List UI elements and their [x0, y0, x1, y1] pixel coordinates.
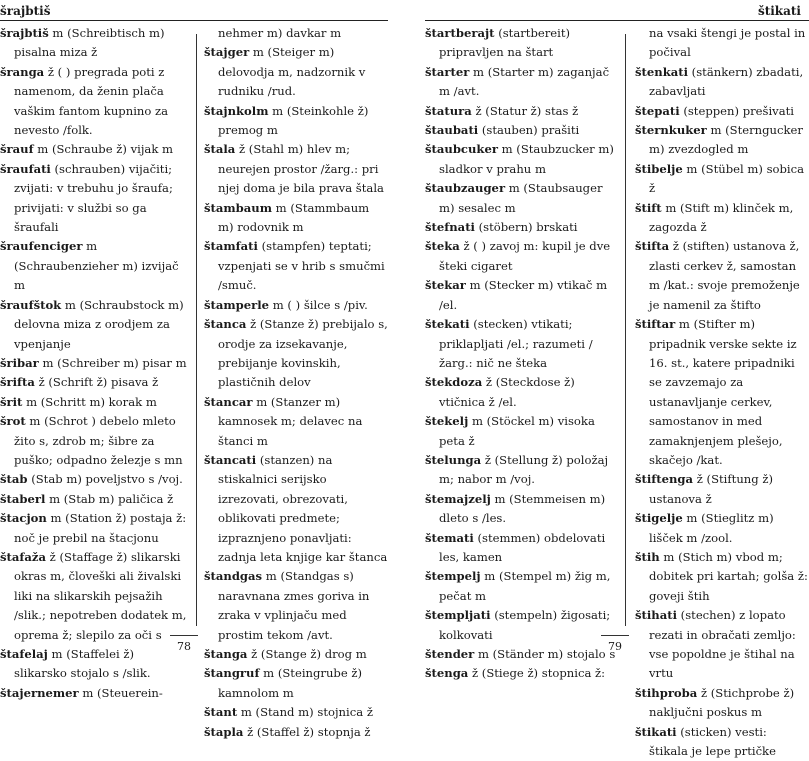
headword: štamfati [204, 239, 258, 254]
headword: štancar [204, 394, 253, 409]
dictionary-entry [204, 140, 388, 198]
definition: m (Stammbaum m) rodovnik m [218, 200, 370, 235]
headword: štaubzauger [425, 181, 506, 196]
dictionary-entry [0, 548, 190, 645]
definition: ž ( ) zavoj m: kupil je dve šteki cigaret [439, 239, 611, 273]
definition: ž (Schrift ž) pisava ž [34, 375, 159, 390]
dictionary-entry [425, 102, 621, 121]
headword: štifta [635, 239, 670, 254]
headword: šrot [0, 414, 26, 429]
definition: (stauben) prašiti [478, 123, 580, 138]
dictionary-entry [0, 645, 190, 684]
dictionary-entry [204, 393, 388, 451]
definition: ž (Stellung ž) položaj m; nabor m /voj. [439, 452, 609, 487]
dictionary-entry [425, 218, 621, 237]
definition: (Stab m) poveljstvo s /voj. [27, 472, 183, 487]
definition: (stänkern) zbadati, zabavljati [649, 64, 804, 99]
definition: m (Schreiber m) pisar m [38, 355, 187, 370]
definition: ž (Stange ž) drog m [247, 647, 367, 661]
headword: šrauf [0, 142, 34, 157]
dictionary-entry [425, 373, 621, 412]
dictionary-entry [204, 43, 388, 101]
definition: ž (Stahl m) hlev m; neurejen prostor /žarg.: pri njej doma je bila prava štala [218, 142, 384, 196]
definition: (stanzen) na stiskalnici serijsko izrezovati, obrezovati, oblikovati predmete; izpraznjeno ponavljati: zadnja leta knjige kar štanca [218, 452, 388, 564]
definition: m (Schraubenzieher m) izvijač m [14, 239, 179, 293]
definition: m (Stanzer m) kamnosek m; delavec na štanci m [218, 394, 363, 448]
headword: štenkati [635, 64, 688, 79]
dictionary-entry [204, 296, 388, 315]
definition: m (Stemmeisen m) dleto s /les. [439, 491, 606, 526]
headword: štemajzelj [425, 491, 491, 506]
headword: štatura [425, 103, 472, 118]
dictionary-entry [0, 296, 190, 354]
dictionary-entry [635, 548, 809, 606]
headword: štambaum [204, 200, 272, 215]
headword: štift [635, 200, 662, 215]
dictionary-entry [635, 470, 809, 509]
definition: (stampfen) teptati; vzpenjati se v hrib s smučmi /smuč. [218, 239, 385, 293]
definition: (stechen) z lopato rezati in obračati zemljo: vse popoldne je štihal na vrtu [649, 608, 796, 681]
definition: nehmer m) davkar m [218, 26, 342, 40]
definition: ž (Stichprobe ž) naključni poskus m [649, 685, 795, 720]
definition: ž (Stiege ž) stopnica ž: [468, 666, 606, 681]
definition: (steppen) prešivati [679, 103, 795, 118]
definition: m (Starter m) zaganjač m /avt. [439, 64, 610, 99]
dictionary-entry [635, 199, 809, 238]
definition: m (Schrot ) debelo mleto žito s, zdrob m; šibre za puško; odpadno železje s mn [14, 414, 183, 467]
headword: šraufštok [0, 297, 62, 312]
dictionary-entry [204, 315, 388, 393]
dictionary-entry [204, 102, 388, 141]
page-number: 79 [608, 640, 622, 653]
definition: (startbereit) pripravljen na štart [439, 26, 571, 60]
definition: m (Stieglitz m) lišček m /zool. [649, 511, 774, 545]
headword: štender [425, 647, 475, 661]
headword: šrit [0, 394, 23, 409]
definition: (stempeln) žigosati; kolkovati [439, 608, 611, 642]
headword: štih [635, 549, 660, 564]
definition: m (Schraube ž) vijak m [33, 142, 174, 157]
dictionary-entry [425, 664, 621, 683]
headword: štarter [425, 64, 470, 79]
definition: m (Stift m) klinček m, zagozda ž [649, 200, 794, 235]
dictionary-entry [635, 237, 809, 315]
headword: šraufati [0, 161, 51, 176]
headword: štajernemer [0, 685, 79, 700]
definition: ž (Staffage ž) slikarski okras m, človeški ali živalski liki na slikarskih pejsažih /slik.; nepotreben dodatek m, oprema ž; slepilo za oči s [14, 549, 187, 642]
headword: štajger [204, 45, 250, 60]
headword: štekar [425, 278, 466, 293]
headword: štenga [425, 666, 469, 681]
headword: štajnkolm [204, 103, 269, 118]
headword: štihproba [635, 685, 698, 700]
page-number-rule [601, 635, 629, 636]
dictionary-entry [0, 509, 190, 548]
definition: m (Staubzucker m) sladkor v prahu m [439, 142, 614, 176]
definition: m (Stübel m) sobica ž [649, 161, 805, 196]
headword: štafelaj [0, 647, 48, 661]
headword: štanca [204, 317, 247, 332]
dictionary-column-right-1 [425, 24, 621, 684]
definition: m (Stab m) paličica ž [45, 491, 174, 506]
dictionary-entry [425, 121, 621, 140]
headword: štiftenga [635, 472, 694, 487]
dictionary-entry [0, 373, 190, 392]
headword: štiftar [635, 317, 676, 332]
headword: šternkuker [635, 123, 707, 138]
dictionary-entry [425, 451, 621, 490]
headword: štangruf [204, 666, 260, 681]
dictionary-column-left-2 [204, 24, 388, 742]
headword: štelunga [425, 452, 482, 467]
headword: šranga [0, 64, 45, 79]
headword: štikati [635, 724, 677, 739]
dictionary-entry [204, 645, 388, 664]
dictionary-entry [425, 412, 621, 451]
dictionary-entry [204, 24, 388, 43]
dictionary-column-right-2 [635, 24, 809, 761]
headword: štekdoza [425, 375, 483, 390]
dictionary-entry [0, 237, 190, 295]
headword: štant [204, 705, 238, 720]
definition: na vsaki štengi je postal in počival [649, 26, 806, 60]
definition: m (Stecker m) vtikač m /el. [439, 278, 608, 312]
definition: (sticken) vesti: štikala je lepe prtičke [649, 724, 776, 759]
dictionary-entry [635, 160, 809, 199]
headword: šrajbtiš [0, 26, 49, 40]
definition: (stöbern) brskati [474, 220, 578, 235]
dictionary-entry [425, 606, 621, 645]
definition: m (Schraubstock m) delovna miza z orodjem za vpenjanje [14, 297, 184, 351]
headword: štaubcuker [425, 142, 498, 157]
definition: m (Stich m) vbod m; dobitek pri kartah; golša ž: goveji štih [649, 549, 808, 603]
dictionary-entry [0, 140, 190, 159]
headword: štekelj [425, 414, 469, 429]
definition: m (Staffelei ž) slikarsko stojalo s /slik. [14, 647, 151, 681]
definition: m (Stifter m) pripadnik verske sekte iz 16. st., katere pripadniki se zavzemajo za ustanavljanje cerkev, samostanov in med zamaknjenjem plešejo, skačejo /kat. [649, 317, 797, 467]
headword: štafaža [0, 549, 46, 564]
dictionary-entry [425, 315, 621, 373]
dictionary-entry [0, 354, 190, 373]
dictionary-entry [635, 684, 809, 723]
dictionary-entry [635, 723, 809, 761]
definition: ž (stiften) ustanova ž, zlasti cerkev ž, samostan m /kat.: svoje premoženje je namenil za štifto [649, 239, 800, 312]
dictionary-entry [204, 664, 388, 703]
dictionary-entry [0, 160, 190, 238]
dictionary-column-left-1 [0, 24, 190, 703]
definition: ž ( ) pregrada poti z namenom, da ženin plača vaškim fantom kupnino za nevesto /folk. [14, 64, 169, 138]
dictionary-entry [204, 567, 388, 645]
headword: šrifta [0, 375, 35, 390]
definition: m (Stand m) stojnica ž [237, 705, 373, 720]
headword: štartberajt [425, 26, 495, 40]
dictionary-entry [425, 24, 621, 63]
headword: štala [204, 142, 236, 157]
headword: štekati [425, 317, 470, 332]
dictionary-entry [635, 606, 809, 684]
page-number: 78 [177, 640, 191, 653]
left-page [0, 0, 400, 739]
definition: (stecken) vtikati; priklapljati /el.; razumeti /žarg.: nič ne šteka [439, 317, 593, 370]
headword: štamperle [204, 297, 270, 312]
definition: m (Schreibtisch m) pisalna miza ž [14, 26, 165, 60]
headword: štempljati [425, 608, 491, 623]
definition: (schrauben) vijačiti; zvijati: v trebuhu jo šraufa; privijati: v službi so ga šraufali [14, 161, 173, 235]
dictionary-entry [425, 567, 621, 606]
right-page [409, 0, 809, 759]
dictionary-entry [425, 140, 621, 179]
headword: šribar [0, 355, 39, 370]
dictionary-entry [425, 63, 621, 102]
definition: m (Ständer m) stojalo s [474, 647, 616, 661]
dictionary-entry [0, 24, 190, 63]
headword: štempelj [425, 569, 481, 584]
headword: štandgas [204, 569, 263, 584]
definition: m (Stempel m) žig m, pečat m [439, 569, 611, 603]
dictionary-entry [0, 470, 190, 489]
definition: m (Stöckel m) visoka peta ž [439, 414, 595, 448]
running-head: šrajbtiš [0, 4, 51, 18]
dictionary-entry [425, 529, 621, 568]
running-head: štikati [757, 4, 801, 18]
dictionary-entry [0, 412, 190, 470]
headword: štapla [204, 724, 244, 739]
definition: m (Steuerein- [78, 685, 163, 700]
header-rule [0, 20, 388, 21]
headword: štaberl [0, 491, 46, 506]
dictionary-entry [0, 393, 190, 412]
dictionary-entry [204, 723, 388, 742]
definition: m (Steingrube ž) kamnolom m [218, 666, 363, 700]
definition: m (Schritt m) korak m [22, 394, 157, 409]
definition: m (Sterngucker m) zvezdogled m [649, 123, 803, 157]
dictionary-entry [635, 63, 809, 102]
definition: ž (Stiftung ž) ustanova ž [649, 472, 773, 506]
definition: m (Staubsauger m) sesalec m [439, 181, 603, 215]
headword: šteka [425, 239, 460, 254]
definition: m ( ) šilce s /piv. [269, 297, 368, 312]
dictionary-entry [635, 24, 809, 63]
dictionary-entry [0, 63, 190, 141]
headword: štaubati [425, 123, 479, 138]
definition: ž (Steckdose ž) vtičnica ž /el. [439, 375, 575, 409]
definition: m (Station ž) postaja ž: noč je prebil na štacjonu [14, 511, 187, 545]
headword: štanga [204, 647, 248, 661]
dictionary-entry [204, 237, 388, 295]
dictionary-entry [635, 102, 809, 121]
headword: štihati [635, 608, 677, 623]
dictionary-entry [635, 315, 809, 470]
headword: štibelje [635, 161, 683, 176]
definition: (stemmen) obdelovati les, kamen [439, 530, 606, 564]
dictionary-entry [0, 684, 190, 703]
definition: m (Steiger m) delovodja m, nadzornik v rudniku /rud. [218, 45, 366, 99]
headword: štigelje [635, 511, 683, 526]
headword: štab [0, 472, 28, 487]
definition: m (Steinkohle ž) premog m [218, 103, 369, 138]
definition: ž (Statur ž) stas ž [471, 103, 579, 118]
dictionary-entry [425, 179, 621, 218]
definition: ž (Staffel ž) stopnja ž [243, 724, 371, 739]
definition: ž (Stanze ž) prebijalo s, orodje za izsekavanje, prebijanje kovinskih, plastičnih delov [218, 317, 388, 390]
column-divider [196, 34, 197, 626]
column-divider [625, 34, 626, 626]
dictionary-entry [635, 509, 809, 548]
dictionary-entry [425, 490, 621, 529]
headword: štancati [204, 452, 257, 467]
header-rule [425, 20, 809, 21]
dictionary-entry [0, 490, 190, 509]
page-number-rule [170, 635, 198, 636]
dictionary-entry [204, 451, 388, 567]
headword: štepati [635, 103, 680, 118]
definition: m (Standgas s) naravnana zmes goriva in zraka v vplinjaču med prostim tekom /avt. [218, 569, 370, 642]
dictionary-entry [425, 237, 621, 276]
dictionary-entry [635, 121, 809, 160]
headword: štefnati [425, 220, 475, 235]
dictionary-entry [204, 703, 388, 722]
dictionary-entry [425, 645, 621, 664]
dictionary-entry [425, 276, 621, 315]
dictionary-entry [204, 199, 388, 238]
headword: šraufenciger [0, 239, 83, 254]
headword: štemati [425, 530, 474, 545]
headword: štacjon [0, 511, 47, 526]
